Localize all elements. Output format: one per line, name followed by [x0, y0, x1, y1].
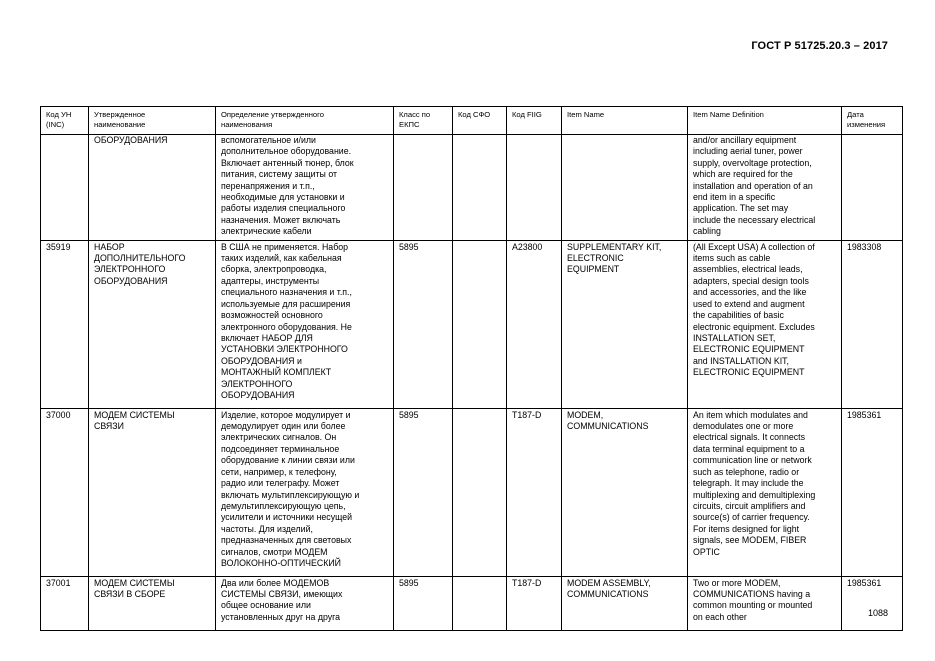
cell-item-name: SUPPLEMENTARY KIT, ELECTRONIC EQUIPMENT — [562, 240, 688, 408]
header-date: Дата изменения — [842, 107, 903, 135]
classification-table — [40, 106, 903, 631]
cell-date: 1985361 — [842, 408, 903, 576]
cell-fiig — [507, 135, 562, 241]
standard-title: ГОСТ Р 51725.20.3 – 2017 — [751, 40, 888, 52]
cell-definition-ru: вспомогательное и/или дополнительное оборудование. Включает антенный тюнер, блок питания, систему защиты от перенапряжения и т.п., необходимые для установки и работы изделия специального назначения. Может включать электрические кабели — [216, 135, 394, 241]
cell-item-definition: and/or ancillary equipment including aerial tuner, power supply, overvoltage protection, which are required for the installation and operation of an end item in a specific application. The set may include the necessary electrical cabling — [688, 135, 842, 241]
header-sfo: Код СФО — [453, 107, 507, 135]
cell-item-name: MODEM ASSEMBLY, COMMUNICATIONS — [562, 576, 688, 630]
cell-item-name: MODEM, COMMUNICATIONS — [562, 408, 688, 576]
cell-inc: 37000 — [41, 408, 89, 576]
cell-fiig: T187-D — [507, 408, 562, 576]
cell-item-definition: Two or more MODEM, COMMUNICATIONS having a common mounting or mounted on each other — [688, 576, 842, 630]
cell-fiig: A23800 — [507, 240, 562, 408]
cell-definition-ru: Два или более МОДЕМОВ СИСТЕМЫ СВЯЗИ, имеющих общее основание или установленных друг на друга — [216, 576, 394, 630]
cell-date: 1985361 — [842, 576, 903, 630]
page-number: 1088 — [867, 608, 888, 618]
cell-item-definition: An item which modulates and demodulates one or more electrical signals. It connects data terminal equipment to a communication line or network such as telephone, radio or telegraph. It may include the multiplexing and demultiplexing circuits, circuit amplifiers and source(s) of carrier frequency. For items designed for light signals, see MODEM, FIBER OPTIC — [688, 408, 842, 576]
cell-name-ru: МОДЕМ СИСТЕМЫ СВЯЗИ В СБОРЕ — [89, 576, 216, 630]
cell-fiig: T187-D — [507, 576, 562, 630]
cell-ekps: 5895 — [394, 576, 453, 630]
header-item-definition: Item Name Definition — [688, 107, 842, 135]
cell-date: 1983308 — [842, 240, 903, 408]
cell-inc — [41, 135, 89, 241]
table-row — [41, 408, 903, 576]
cell-definition-ru: Изделие, которое модулирует и демодулирует один или более электрических сигналов. Он подсоединяет терминальное оборудование к линии связи или сети, например, к телефону, радио или телеграфу. Может включать мультиплексирующую и демультиплексирующую цепь, усилители и источники несущей частоты. Для изделий, предназначенных для световых сигналов, смотри МОДЕМ ВОЛОКОННО-ОПТИЧЕСКИЙ — [216, 408, 394, 576]
header-fiig: Код FIIG — [507, 107, 562, 135]
cell-item-name — [562, 135, 688, 241]
cell-name-ru: НАБОР ДОПОЛНИТЕЛЬНОГО ЭЛЕКТРОННОГО ОБОРУДОВАНИЯ — [89, 240, 216, 408]
header-ekps: Класс по ЕКПС — [394, 107, 453, 135]
cell-sfo — [453, 576, 507, 630]
table-row — [41, 240, 903, 408]
table-row — [41, 135, 903, 241]
cell-name-ru: ОБОРУДОВАНИЯ — [89, 135, 216, 241]
table-header-row — [41, 107, 903, 135]
cell-name-ru: МОДЕМ СИСТЕМЫ СВЯЗИ — [89, 408, 216, 576]
cell-sfo — [453, 408, 507, 576]
cell-inc: 35919 — [41, 240, 89, 408]
cell-sfo — [453, 240, 507, 408]
cell-date — [842, 135, 903, 241]
header-definition-ru: Определение утвержденного наименования — [216, 107, 394, 135]
cell-definition-ru: В США не применяется. Набор таких изделий, как кабельная сборка, электропроводка, адаптеры, инструменты специального назначения и т.п., используемые для расширения возможностей основного электронного оборудования. Не включает НАБОР ДЛЯ УСТАНОВКИ ЭЛЕКТРОННОГО ОБОРУДОВАНИЯ и МОНТАЖНЫЙ КОМПЛЕКТ ЭЛЕКТРОННОГО ОБОРУДОВАНИЯ — [216, 240, 394, 408]
cell-ekps: 5895 — [394, 408, 453, 576]
header-inc: Код УН (INC) — [41, 107, 89, 135]
cell-ekps: 5895 — [394, 240, 453, 408]
table-row — [41, 576, 903, 630]
header-name-ru: Утвержденное наименование — [89, 107, 216, 135]
cell-ekps — [394, 135, 453, 241]
cell-sfo — [453, 135, 507, 241]
cell-item-definition: (All Except USA) A collection of items such as cable assemblies, electrical leads, adapters, special design tools and accessories, and the like used to extend and augment the capabilities of basic electronic equipment. Excludes INSTALLATION SET, ELECTRONIC EQUIPMENT and INSTALLATION KIT, ELECTRONIC EQUIPMENT — [688, 240, 842, 408]
header-item-name: Item Name — [562, 107, 688, 135]
cell-inc: 37001 — [41, 576, 89, 630]
